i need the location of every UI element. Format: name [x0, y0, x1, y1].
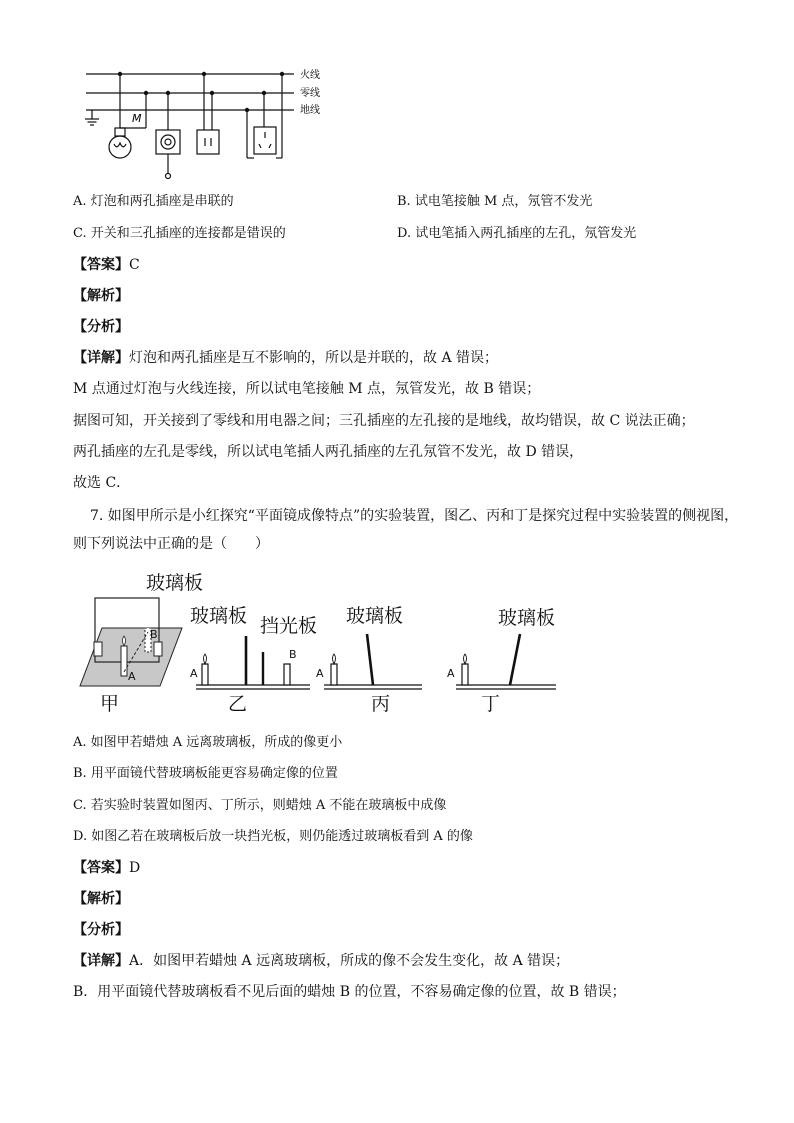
figure-bing: [324, 634, 422, 689]
candle-a-yi: A: [190, 667, 198, 680]
q6-solution-line-2: M 点通过灯泡与火线连接，所以试电笔接触 M 点，氖管发光，故 B 错误；: [73, 381, 541, 397]
label-live: 火线: [300, 70, 320, 81]
label-glass-yi: 玻璃板: [190, 605, 248, 627]
q6-answer: [73, 256, 140, 274]
q6-solution-line-5: 故选 C．: [73, 475, 131, 491]
q6-detail: [73, 349, 498, 367]
label-bing: 丙: [371, 693, 391, 715]
detail-text: 灯泡和两孔插座是互不影响的，所以是并联的，故 A 错误；: [129, 350, 499, 366]
q7-option-d: D. 如图乙若在玻璃板后放一块挡光板，则仍能透过玻璃板看到 A 的像: [73, 829, 473, 844]
q7-answer: [73, 859, 140, 877]
two-hole-socket: [197, 130, 219, 154]
bulb-icon: [109, 136, 131, 158]
detail-text: A．如图甲若蜡烛 A 远离玻璃板，所成的像不会发生变化，故 A 错误；: [129, 953, 570, 969]
candle-a-bing: A: [316, 667, 324, 680]
glass-plate-ding: [510, 634, 520, 685]
q6-analysis-label: 【解析】: [73, 288, 129, 304]
plane-mirror-experiment-figure: [70, 566, 570, 718]
q6-solution-line-4: 两孔插座的左孔是零线，所以试电笔插人两孔插座的左孔氖管不发光，故 D 错误，: [73, 444, 584, 460]
answer-value: C: [129, 257, 140, 273]
q6-option-c: C. 开关和三孔插座的连接都是错误的: [73, 226, 286, 241]
q7-option-c: C. 若实验时装置如图丙、丁所示，则蜡烛 A 不能在玻璃板中成像: [73, 798, 447, 813]
three-hole-socket: [254, 127, 276, 154]
label-neutral: 零线: [300, 88, 320, 99]
q7-analyze-label: 【分析】: [73, 922, 129, 938]
detail-label: 【详解】: [73, 350, 129, 366]
q7-option-b: B. 用平面镜代替玻璃板能更容易确定像的位置: [73, 766, 338, 781]
q7-analysis-label: 【解析】: [73, 891, 129, 907]
answer-label: 【答案】: [73, 860, 129, 876]
q6-option-a: A. 灯泡和两孔插座是串联的: [73, 194, 234, 209]
candle-b-jia: B: [150, 628, 158, 641]
label-point-m: M: [132, 112, 142, 125]
answer-value: D: [129, 860, 141, 876]
label-jia: 甲: [100, 693, 120, 715]
label-glass-title: 玻璃板: [146, 572, 204, 594]
candle-b-yi: B: [289, 648, 297, 661]
q7-stem-line-1: 7. 如图甲所示是小红探究“平面镜成像特点”的实验装置，图乙、丙和丁是探究过程中实验装置的侧视图，: [90, 508, 739, 524]
label-ding: 丁: [481, 693, 501, 715]
label-ground: 地线: [300, 105, 320, 116]
q6-option-b: B. 试电笔接触 M 点，氖管不发光: [397, 194, 593, 209]
q7-detail: [73, 952, 569, 970]
q6-option-d: D. 试电笔插入两孔插座的左孔，氖管发光: [397, 226, 637, 241]
label-glass-bing: 玻璃板: [346, 605, 404, 627]
answer-label: 【答案】: [73, 257, 129, 273]
q7-option-a: A. 如图甲若蜡烛 A 远离玻璃板，所成的像更小: [73, 735, 343, 750]
switch-box: [156, 130, 180, 154]
candle-a-jia: A: [128, 670, 136, 683]
figure-ding: [456, 634, 556, 689]
candle-a-ding: A: [447, 667, 455, 680]
q6-analyze-label: 【分析】: [73, 319, 129, 335]
figure-yi: [196, 636, 310, 689]
figure-jia: [80, 598, 182, 686]
q7-stem-line-2: 则下列说法中正确的是（ ）: [73, 536, 269, 552]
detail-label: 【详解】: [73, 953, 129, 969]
label-baffle: 挡光板: [260, 615, 318, 637]
household-circuit-figure: [80, 62, 340, 184]
label-glass-ding: 玻璃板: [498, 607, 556, 629]
label-yi: 乙: [228, 693, 248, 715]
q7-solution-line-2: B．用平面镜代替玻璃板看不见后面的蜡烛 B 的位置，不容易确定像的位置，故 B 错误；: [73, 984, 626, 1000]
glass-plate-bing: [367, 634, 373, 685]
q6-solution-line-3: 据图可知，开关接到了零线和用电器之间；三孔插座的左孔接的是地线，故均错误，故 C 说法正确；: [73, 413, 695, 429]
